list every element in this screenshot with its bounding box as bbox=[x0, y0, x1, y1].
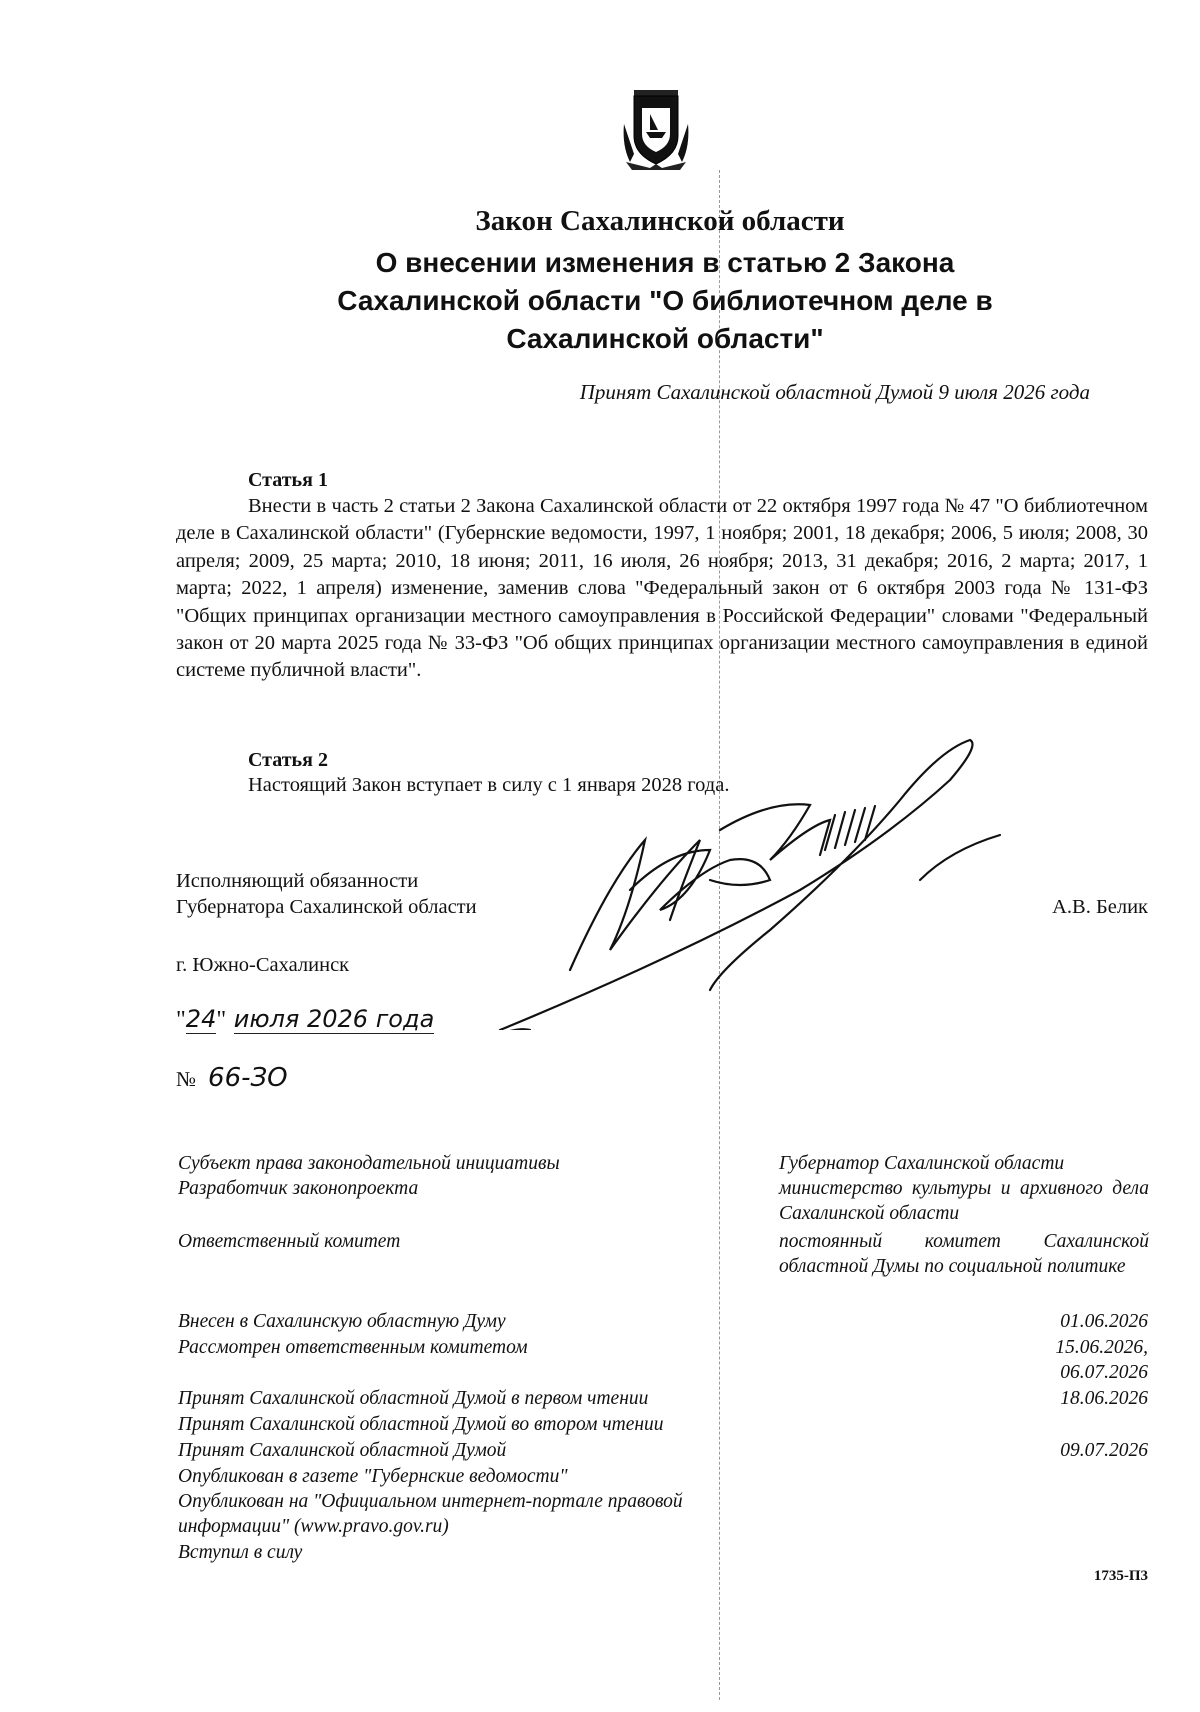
title-line-4: Сахалинской области" bbox=[506, 323, 824, 354]
adopted-label: Принят Сахалинской областной Думой bbox=[178, 1440, 507, 1461]
committee-value: постоянный комитет Сахалинской областной Думы по социальной политике bbox=[779, 1231, 1149, 1277]
law-number bbox=[176, 1063, 288, 1093]
second-reading-label: Принят Сахалинской областной Думой во втором чтении bbox=[178, 1414, 664, 1435]
reviewed-value-2: 06.07.2026 bbox=[1060, 1362, 1148, 1383]
developer-label: Разработчик законопроекта bbox=[178, 1178, 419, 1199]
first-reading-value: 18.06.2026 bbox=[1060, 1388, 1148, 1409]
article-1-text: Внести в часть 2 статьи 2 Закона Сахалинской области от 22 октября 1997 года № 47 "О библиотечном деле в Сахалинской области" (Губернские ведомости, 1997, 1 ноября; 2001, 18 декабря; 2006, 5 июля; 2008, 30 апреля; 2009, 25 марта; 2010, 18 июня; 2011, 16 июля, 26 ноября; 2013, 31 декабря; 2016, 2 марта; 2017, 1 марта; 2022, 1 апреля) изменение, заменив слова "Федеральный закон от 6 октября 2003 года № 131-ФЗ "Общих принципах организации местного самоуправления в Российской Федерации" словами "Федеральный закон от 20 марта 2025 года № 33-ФЗ "Об общих принципах организации местного самоуправления в единой системе публичной власти". bbox=[176, 495, 1148, 682]
title-line-2: О внесении изменения в статью 2 Закона bbox=[375, 247, 955, 278]
published-newspaper-label: Опубликован в газете "Губернские ведомости" bbox=[178, 1466, 568, 1487]
published-portal-label-2: информации" (www.pravo.gov.ru) bbox=[178, 1516, 449, 1537]
signing-date bbox=[176, 1005, 434, 1034]
date-quote-close: " bbox=[216, 1007, 227, 1033]
date-day: 24 bbox=[185, 1005, 217, 1033]
signing-city: г. Южно-Сахалинск bbox=[176, 954, 350, 976]
committee-label: Ответственный комитет bbox=[178, 1231, 401, 1252]
number-value: 66-ЗО bbox=[208, 1063, 288, 1093]
adopted-value: 09.07.2026 bbox=[1060, 1440, 1148, 1461]
title-line-3: Сахалинской области "О библиотечном деле в bbox=[337, 285, 993, 316]
reviewed-label: Рассмотрен ответственным комитетом bbox=[178, 1337, 528, 1358]
signatory-role-line-1: Исполняющий обязанности bbox=[176, 870, 419, 892]
published-portal-label-1: Опубликован на "Официальном интернет-портале правовой bbox=[178, 1491, 683, 1512]
reviewed-value-1: 15.06.2026, bbox=[1055, 1337, 1148, 1358]
in-force-label: Вступил в силу bbox=[178, 1542, 303, 1563]
signature-scribble bbox=[470, 730, 1070, 1030]
document-title: Закон Сахалинской области bbox=[475, 205, 845, 237]
number-label: № bbox=[176, 1067, 197, 1091]
submitted-value: 01.06.2026 bbox=[1060, 1311, 1148, 1332]
initiative-label: Субъект права законодательной инициативы bbox=[178, 1153, 560, 1174]
submitted-label: Внесен в Сахалинскую областную Думу bbox=[178, 1311, 506, 1332]
article-2-heading: Статья 2 bbox=[248, 749, 328, 771]
article-2-text: Настоящий Закон вступает в силу с 1 января 2028 года. bbox=[248, 774, 730, 796]
adoption-note: Принят Сахалинской областной Думой 9 июля 2026 года bbox=[579, 380, 1090, 404]
initiative-value: Губернатор Сахалинской области bbox=[779, 1153, 1065, 1174]
first-reading-label: Принят Сахалинской областной Думой в первом чтении bbox=[178, 1388, 649, 1409]
signatory-role-line-2: Губернатора Сахалинской области bbox=[176, 896, 477, 918]
date-quote-open: " bbox=[176, 1007, 186, 1033]
date-month-year: июля 2026 года bbox=[233, 1005, 435, 1033]
document-code: 1735-П3 bbox=[1093, 1568, 1148, 1584]
coat-of-arms-emblem bbox=[620, 84, 692, 172]
developer-value: министерство культуры и архивного дела Сахалинской области bbox=[779, 1178, 1149, 1224]
signatory-name: А.В. Белик bbox=[1052, 896, 1148, 918]
article-1-heading: Статья 1 bbox=[248, 469, 328, 491]
